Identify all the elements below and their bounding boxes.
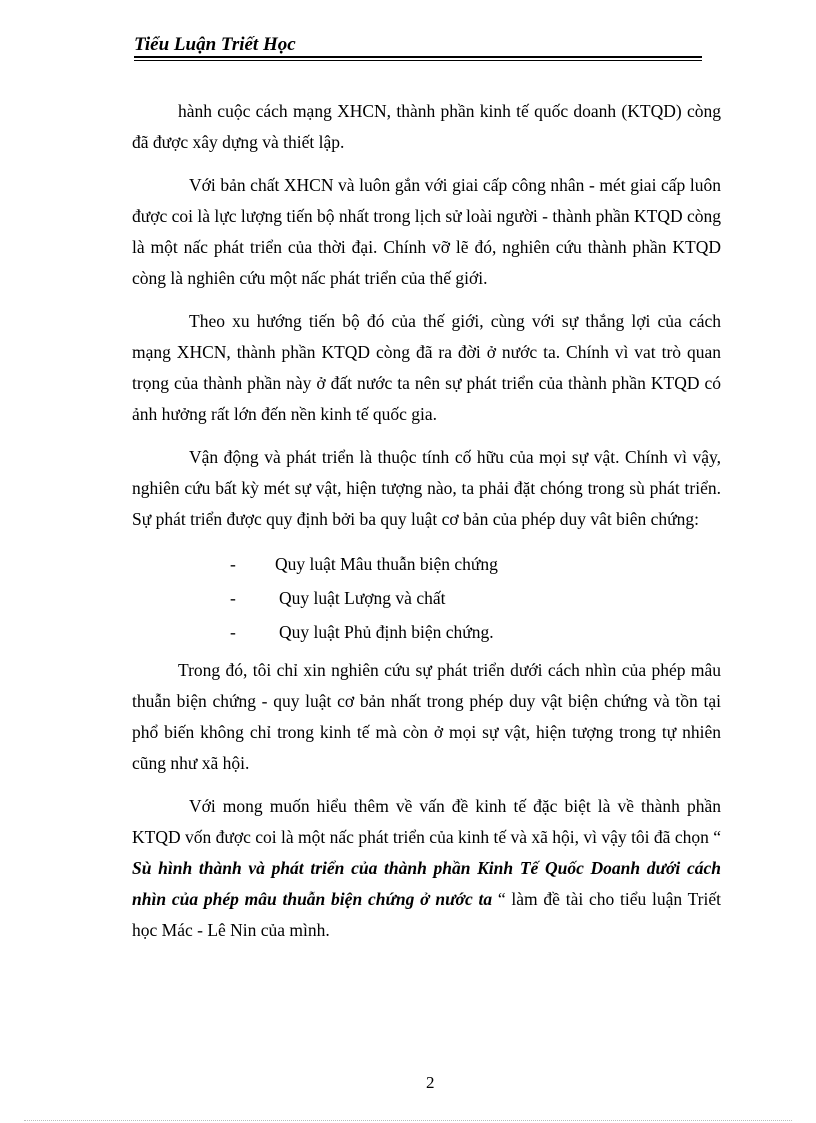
list-item (132, 547, 721, 581)
list-item (132, 581, 721, 615)
paragraph-4: Vận động và phát triển là thuộc tính cố hữu của mọi sự vật. Chính vì vậy, nghiên cứu bất kỳ mét sự vật, hiện tượng nào, ta phải đặt chóng trong sù phát triển. Sự phát triển được quy định bởi ba quy luật cơ bản của phép duy vât biên chứng: (132, 447, 721, 529)
list-item-text: Quy luật Lượng và chất (279, 588, 446, 608)
paragraph-6-end: “ làm đề tài cho tiểu luận Triết học Mác - Lê Nin của mình. (132, 889, 721, 940)
list-dash: - (230, 554, 236, 574)
paragraph-5: Trong đó, tôi chỉ xin nghiên cứu sự phát triển dưới cách nhìn của phép mâu thuẫn biện chứng - quy luật cơ bản nhất trong phép duy vật biện chứng và tồn tại phổ biến không chỉ trong kinh tế mà còn ở mọi sự vật, hiện tượng trong tự nhiên cũng như xã hội. (132, 660, 721, 773)
paragraph-2: Với bản chất XHCN và luôn gắn với giai cấp công nhân - mét giai cấp luôn được coi là lực lượng tiến bộ nhất trong lịch sử loài người - thành phần KTQD còng là một nấc phát triển của thời đại. Chính vỡ lẽ đó, nghiên cứu thành phần KTQD còng là nghiên cứu một nấc phát triển của thế giới. (132, 175, 721, 288)
list-dash: - (230, 588, 236, 608)
header-divider (134, 56, 702, 61)
list-item (132, 615, 721, 649)
paragraph-3: Theo xu hướng tiến bộ đó của thế giới, cùng với sự thắng lợi của cách mạng XHCN, thành phần KTQD còng đã ra đời ở nước ta. Chính vì vat trò quan trọng của thành phần này ở đất nước ta nên sự phát triển của thành phần KTQD có ảnh hưởng rất lớn đến nền kinh tế quốc gia. (132, 311, 721, 424)
thesis-title: Sù hình thành và phát triển của thành phần Kinh Tế Quốc Doanh dưới cách nhìn của phép mâu thuẫn biện chứng ở nước ta (132, 858, 721, 909)
paragraph-1: hành cuộc cách mạng XHCN, thành phần kinh tế quốc doanh (KTQD) còng đã được xây dựng và thiết lập. (132, 101, 721, 152)
page-number: 2 (426, 1073, 435, 1092)
list-item-text: Quy luật Mâu thuẫn biện chứng (275, 554, 498, 574)
page-header-title: Tiểu Luận Triết Học (134, 34, 296, 55)
laws-list (132, 547, 721, 649)
paragraph-6 (132, 791, 721, 946)
list-dash: - (230, 622, 236, 642)
document-body (132, 96, 721, 958)
page-bottom-border (24, 1120, 792, 1121)
list-item-text: Quy luật Phủ định biện chứng. (279, 622, 494, 642)
paragraph-6-start: Với mong muốn hiểu thêm về vấn đề kinh tế đặc biệt là về thành phần KTQD vốn được coi là một nấc phát triển của kinh tế và xã hội, vì vậy tôi đã chọn “ (132, 796, 721, 847)
